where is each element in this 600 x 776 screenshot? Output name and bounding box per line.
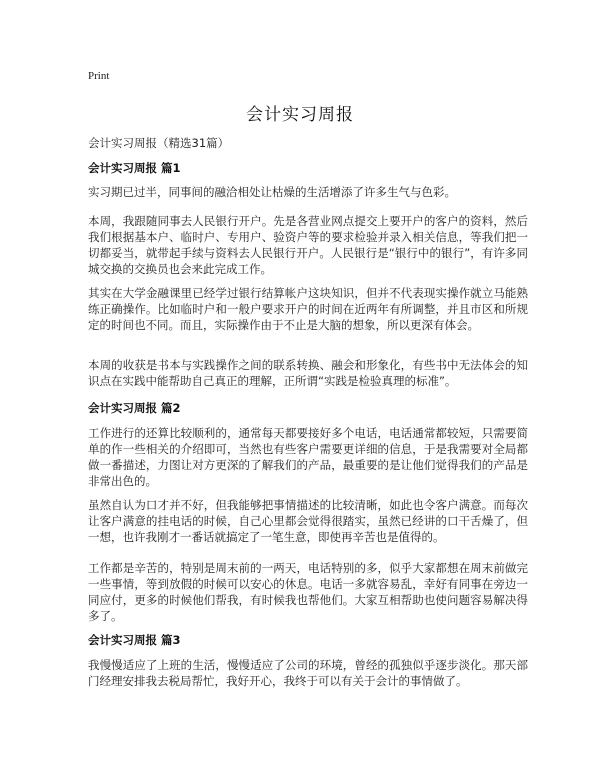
document-title: 会计实习周报: [246, 105, 354, 125]
paragraph: 本周的收获是书本与实践操作之间的联系转换、融会和形象化，有些书中无法体会的知识点在实践中能帮助自己真正的理解，正所谓“实践是检验真理的标准”。: [88, 358, 528, 388]
section-heading-1: 会计实习周报 篇1: [88, 161, 181, 175]
paragraph: 本周，我跟随同事去人民银行开户。先是各营业网点提交上要开户的客户的资料，然后我们根据基本户、临时户、专用户、验资户等的要求检验并录入相关信息，等我们把一切都妥当，就带起手续与资料去人民银行开户。人民银行是“银行中的银行”，有许多同城交换的交换员也会来此完成工作。: [88, 214, 528, 276]
print-label: Print: [88, 70, 110, 82]
section-heading-3: 会计实习周报 篇3: [88, 633, 181, 647]
paragraph: 我慢慢适应了上班的生活，慢慢适应了公司的环境，曾经的孤独似乎逐步淡化。那天部门经理安排我去税局帮忙，我好开心，我终于可以有关于会计的事情做了。: [88, 658, 528, 688]
paragraph: 实习期已过半，同事间的融洽相处让枯燥的生活增添了许多生气与色彩。: [88, 185, 456, 199]
document-subtitle: 会计实习周报（精选31篇）: [88, 136, 230, 150]
paragraph: 工作都是辛苦的，特别是周末前的一两天，电话特别的多，似乎大家都想在周末前做完一些事情，等到放假的时候可以安心的休息。电话一多就容易乱，幸好有同事在旁边一同应付，更多的时候他们帮我，有时候我也帮他们。大家互相帮助也使问题容易解决得多了。: [88, 561, 528, 623]
paragraph: 虽然自认为口才并不好，但我能够把事情描述的比较清晰，如此也令客户满意。而每次让客户满意的挂电话的时候，自己心里都会觉得很踏实，虽然已经讲的口干舌燥了，但一想，也许我刚才一番话就搞定了一笔生意，即使再辛苦也是值得的。: [88, 498, 528, 544]
paragraph: 工作进行的还算比较顺利的，通常每天都要接好多个电话，电话通常都较短，只需要简单的作一些相关的介绍即可，当然也有些客户需要更详细的信息，于是我需要对全局都做一番描述，力图让对方更深的了解我们的产品，最重要的是让他们觉得我们的产品是非常出色的。: [88, 426, 528, 488]
paragraph: 其实在大学金融课里已经学过银行结算帐户这块知识，但并不代表现实操作就立马能熟练正确操作。比如临时户和一般户要求开户的时间在近两年有所调整，并且市区和所规定的时间也不同。而且，实际操作由于不止是大脑的想象，所以更深有体会。: [88, 286, 528, 332]
section-heading-2: 会计实习周报 篇2: [88, 401, 181, 415]
